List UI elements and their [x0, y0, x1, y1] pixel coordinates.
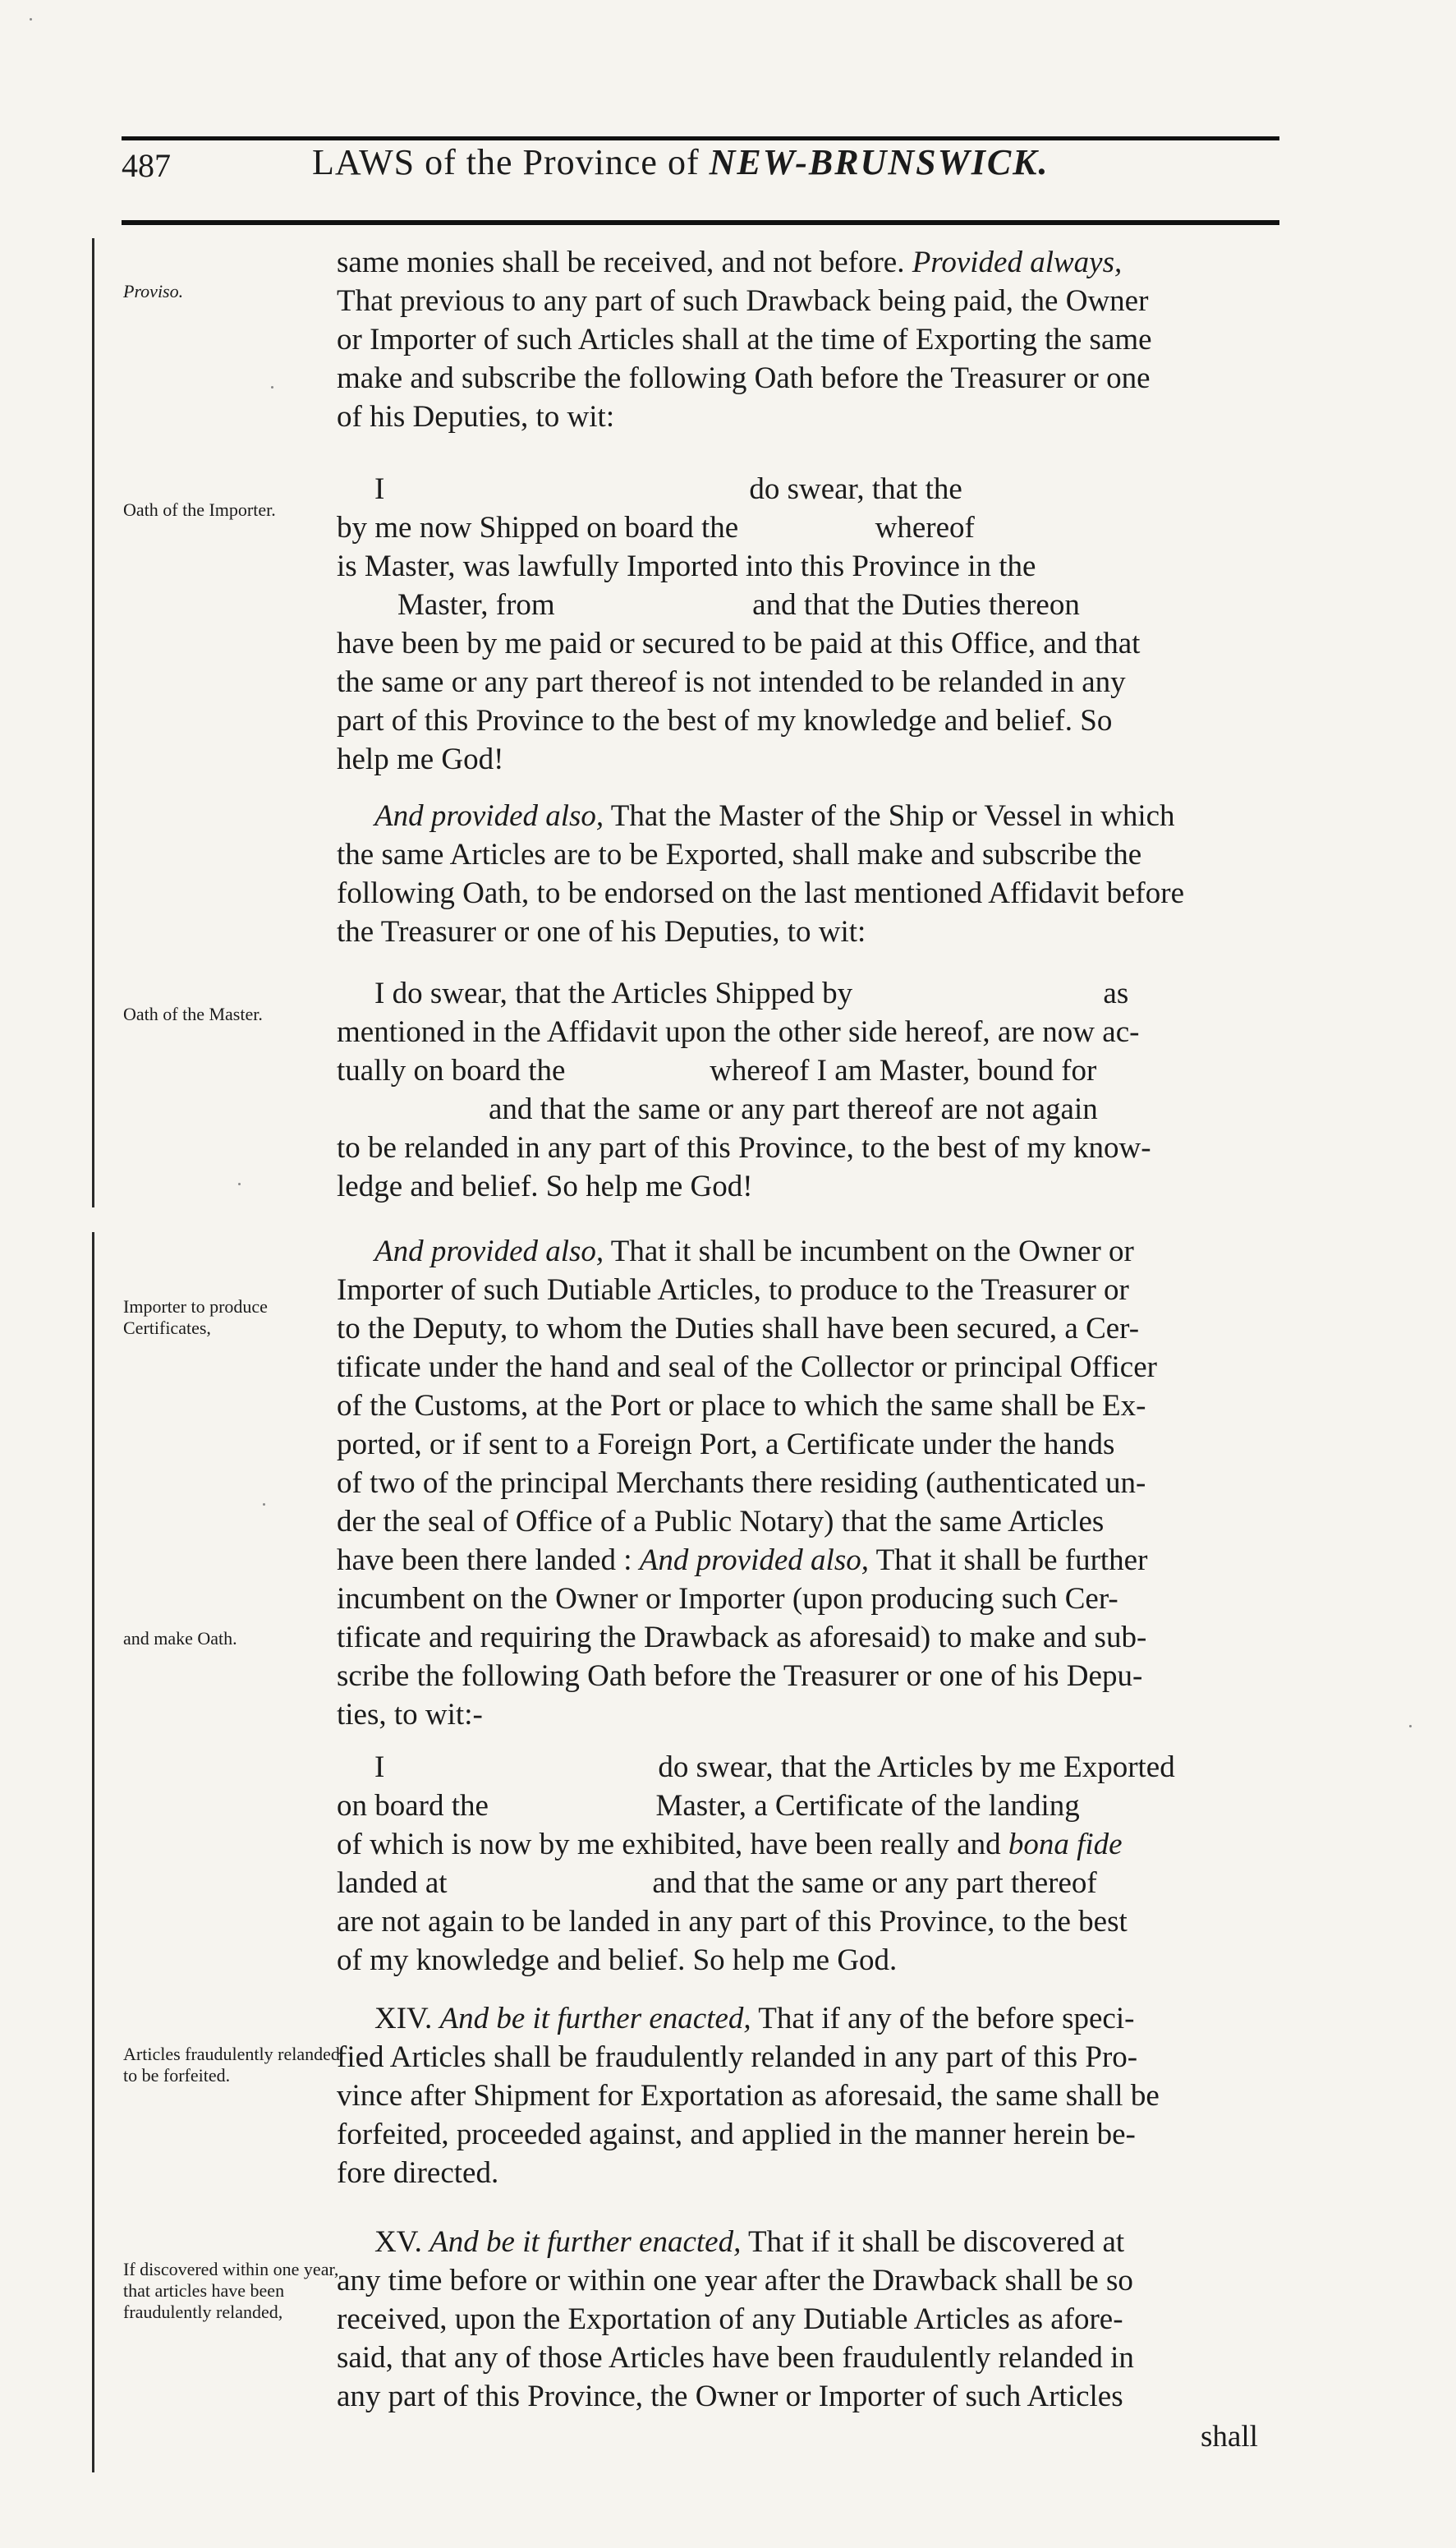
- paragraph-proviso: [337, 243, 1285, 436]
- margin-note-oath-master: Oath of the Master.: [123, 1004, 263, 1024]
- section-xv: [337, 2223, 1285, 2416]
- text-line: the same Articles are to be Exported, shall make and subscribe the: [337, 838, 1142, 872]
- text-line: part of this Province to the best of my knowledge and belief. So: [337, 704, 1113, 738]
- text-line: That previous to any part of such Drawback being paid, the Owner: [337, 284, 1149, 318]
- text-line: Importer of such Dutiable Articles, to produce to the Treasurer or: [337, 1273, 1129, 1307]
- text-line: to the Deputy, to whom the Duties shall have been secured, a Cer-: [337, 1312, 1140, 1345]
- text-line: incumbent on the Owner or Importer (upon producing such Cer-: [337, 1582, 1118, 1616]
- header-rule-bottom: [122, 220, 1279, 225]
- print-speck: [30, 18, 32, 21]
- text-line: mentioned in the Affidavit upon the other side hereof, are now ac-: [337, 1015, 1140, 1049]
- text-line: fore directed.: [337, 2156, 499, 2190]
- italic-phrase: bona fide: [1008, 1828, 1123, 1861]
- text-line: said, that any of those Articles have been fraudulently relanded in: [337, 2341, 1134, 2375]
- text-line: on board the Master, a Certificate of the landing: [337, 1789, 1080, 1823]
- text-line: is Master, was lawfully Imported into this Province in the: [337, 550, 1036, 583]
- text-line: any time before or within one year after the Drawback shall be so: [337, 2264, 1133, 2297]
- text-line: make and subscribe the following Oath before the Treasurer or one: [337, 361, 1151, 395]
- italic-phrase: And be it further enacted,: [439, 2002, 751, 2035]
- text-line: tificate and requiring the Drawback as aforesaid) to make and sub-: [337, 1621, 1147, 1654]
- text-line: Master, from and that the Duties thereon: [337, 588, 1080, 622]
- margin-bracket-bottom: [92, 1232, 94, 2472]
- print-speck: [1409, 1725, 1412, 1727]
- margin-note-articles-forfeited: Articles fraudulently relanded to be forfeited.: [123, 2044, 340, 2086]
- text-line: ledge and belief. So help me God!: [337, 1170, 753, 1203]
- text-line: the Treasurer or one of his Deputies, to wit:: [337, 915, 866, 949]
- oath-importer: [337, 470, 1278, 779]
- oath-exporter: [337, 1748, 1285, 1980]
- text-line: any part of this Province, the Owner or Importer of such Articles: [337, 2380, 1123, 2413]
- text-line: following Oath, to be endorsed on the last mentioned Affidavit before: [337, 876, 1184, 910]
- running-title-plain: LAWS of the Province of: [312, 142, 700, 182]
- text-line: fied Articles shall be fraudulently relanded in any part of this Pro-: [337, 2040, 1138, 2074]
- text-line: I do swear, that the: [374, 472, 962, 506]
- text-line: landed at and that the same or any part thereof: [337, 1866, 1097, 1900]
- margin-note-discovered-within-year: If discovered within one year, that articles have been fraudulently relanded,: [123, 2259, 339, 2322]
- margin-note-importer-certificates: Importer to produce Certificates,: [123, 1296, 268, 1338]
- text-line: of the Customs, at the Port or place to which the same shall be Ex-: [337, 1389, 1146, 1423]
- margin-bracket-top: [92, 238, 94, 1207]
- text-line: have been by me paid or secured to be paid at this Office, and that: [337, 627, 1141, 660]
- text-line: ported, or if sent to a Foreign Port, a Certificate under the hands: [337, 1428, 1115, 1461]
- text-line: have been there landed :: [337, 1543, 632, 1577]
- print-speck: [263, 1503, 265, 1506]
- margin-note-make-oath: and make Oath.: [123, 1628, 237, 1649]
- text-line: I do swear, that the Articles Shipped by as: [374, 977, 1129, 1010]
- text-line: of his Deputies, to wit:: [337, 400, 615, 434]
- text-line: That the Master of the Ship or Vessel in which: [610, 799, 1175, 833]
- section-number: XV.: [374, 2225, 422, 2259]
- italic-phrase: And provided also,: [374, 799, 604, 833]
- text-line: and that the same or any part thereof are not again: [337, 1092, 1098, 1126]
- text-line: That if it shall be discovered at: [747, 2225, 1125, 2259]
- italic-phrase: And provided also,: [639, 1543, 869, 1577]
- text-line: by me now Shipped on board the whereof: [337, 511, 975, 545]
- text-line: help me God!: [337, 743, 504, 776]
- print-speck: [271, 386, 273, 389]
- text-line: vince after Shipment for Exportation as aforesaid, the same shall be: [337, 2079, 1160, 2113]
- text-line: the same or any part thereof is not intended to be relanded in any: [337, 665, 1126, 699]
- text-line: That it shall be further: [875, 1543, 1148, 1577]
- page-number: 487: [122, 147, 171, 184]
- running-title-italic: NEW-BRUNSWICK.: [709, 142, 1050, 182]
- italic-phrase: And be it further enacted,: [429, 2225, 742, 2259]
- paragraph-certificates: [337, 1232, 1285, 1734]
- italic-phrase: Provided always,: [912, 246, 1123, 279]
- text-line: of which is now by me exhibited, have been really and: [337, 1828, 1001, 1861]
- header-rule-top: [122, 136, 1279, 140]
- text-line: received, upon the Exportation of any Dutiable Articles as afore-: [337, 2302, 1123, 2336]
- text-line: of two of the principal Merchants there residing (authenticated un-: [337, 1466, 1146, 1500]
- catchword: shall: [1201, 2420, 1258, 2454]
- text-line: tually on board the whereof I am Master, bound for: [337, 1054, 1097, 1088]
- text-line: are not again to be landed in any part of this Province, to the best: [337, 1905, 1128, 1939]
- paragraph-master-oath-intro: [337, 797, 1285, 951]
- text-line: That if any of the before speci-: [758, 2002, 1135, 2035]
- margin-note-oath-importer: Oath of the Importer.: [123, 499, 276, 520]
- text-line: to be relanded in any part of this Province, to the best of my know-: [337, 1131, 1151, 1165]
- text-line: of my knowledge and belief. So help me God.: [337, 1943, 898, 1977]
- text-line: scribe the following Oath before the Treasurer or one of his Depu-: [337, 1659, 1143, 1693]
- text-line: or Importer of such Articles shall at the time of Exporting the same: [337, 323, 1152, 356]
- text-line: same monies shall be received, and not before.: [337, 246, 905, 279]
- italic-phrase: And provided also,: [374, 1235, 604, 1268]
- margin-note-proviso: Proviso.: [123, 281, 184, 301]
- section-number: XIV.: [374, 2002, 433, 2035]
- text-line: That it shall be incumbent on the Owner or: [610, 1235, 1134, 1268]
- text-line: forfeited, proceeded against, and applied in the manner herein be-: [337, 2118, 1136, 2151]
- text-line: der the seal of Office of a Public Notary) that the same Articles: [337, 1505, 1105, 1538]
- running-title: [312, 141, 1050, 183]
- text-line: tificate under the hand and seal of the Collector or principal Officer: [337, 1350, 1157, 1384]
- oath-master: [337, 974, 1285, 1206]
- text-line: ties, to wit:-: [337, 1698, 483, 1732]
- print-speck: [238, 1183, 241, 1185]
- section-xiv: [337, 1999, 1285, 2192]
- text-line: I do swear, that the Articles by me Exported: [374, 1750, 1175, 1784]
